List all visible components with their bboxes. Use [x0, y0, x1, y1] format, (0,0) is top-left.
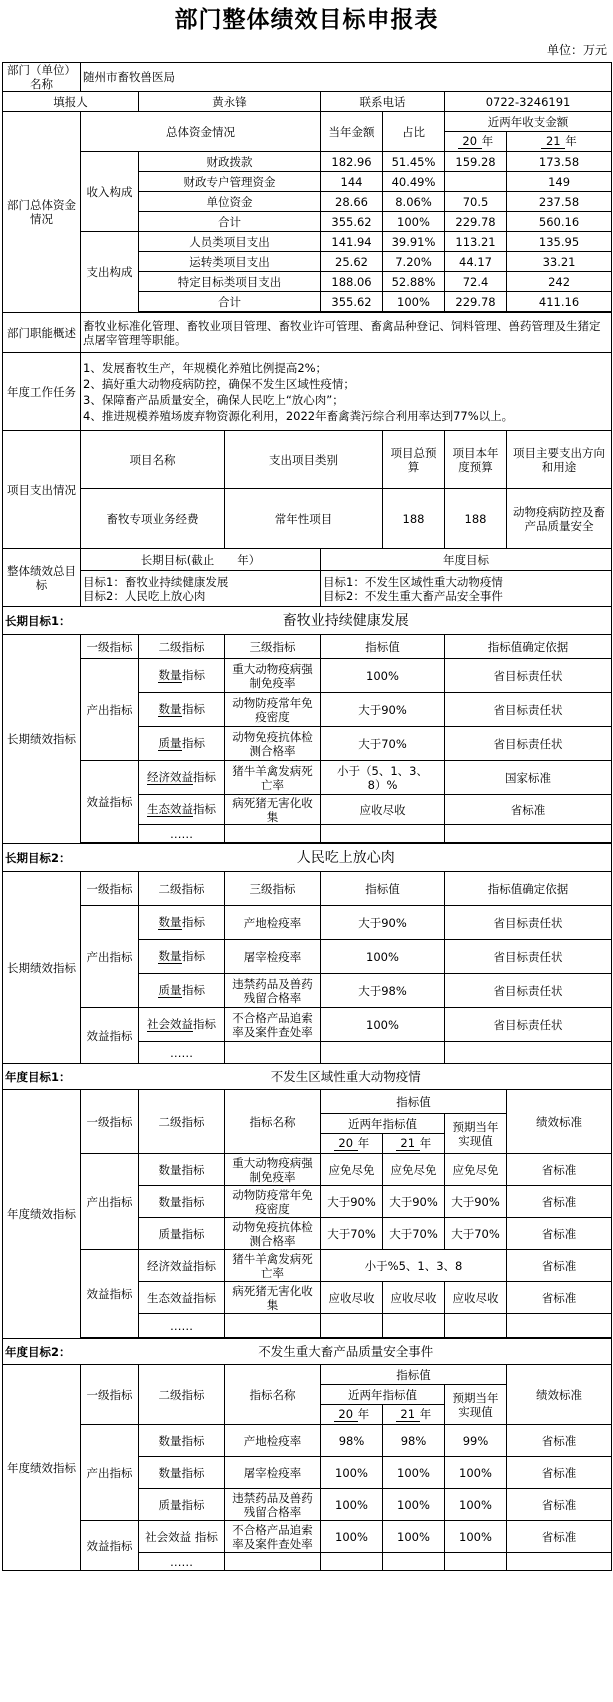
project-type-header: 支出项目类别: [225, 431, 383, 489]
yt2-header-standard: 绩效标准: [507, 1365, 612, 1425]
overall-long-goals: [81, 571, 321, 607]
project-row: [3, 489, 612, 549]
lt2-basis: 省目标责任状: [445, 940, 612, 974]
project-use: 动物疫病防控及畜产品质量安全: [507, 489, 612, 549]
expense-amount: 355.62: [321, 292, 383, 312]
yt2-social-row: [3, 1521, 612, 1553]
funds-total-label: 总体资金情况: [81, 112, 321, 152]
funds-section-label: 部门总体资金情况: [3, 112, 81, 313]
lt1-title-row: [3, 607, 612, 635]
lt1-l3: 猪牛羊禽发病死亡率: [225, 761, 321, 795]
lt1-basis: 省标准: [445, 795, 612, 825]
yt2-std: 省标准: [507, 1457, 612, 1489]
yt1-exp: 应收尽收: [445, 1282, 507, 1314]
income-name: 合计: [139, 212, 321, 232]
yt1-name: 动物防疫常年免疫密度: [225, 1186, 321, 1218]
yt1-y1: 大于70%: [321, 1218, 383, 1250]
yt2-std: 省标准: [507, 1489, 612, 1521]
lt2-l2: 社会效益指标: [139, 1008, 225, 1042]
yt1-header-name: 指标名称: [225, 1090, 321, 1154]
income-name: 财政拨款: [139, 152, 321, 172]
yt1-side-label: 年度绩效指标: [3, 1090, 81, 1339]
income-y2: 149: [507, 172, 612, 192]
lt1-l3: 动物防疫常年免疫密度: [225, 693, 321, 727]
yt2-header-expected: 预期当年实现值: [445, 1385, 507, 1425]
expense-name: 特定目标类项目支出: [139, 272, 321, 292]
yt1-l2: 数量指标: [139, 1186, 225, 1218]
task-item: 2、搞好重大动物疫病防控，确保不发生区域性疫情；: [83, 376, 355, 391]
yt1-y2: 大于90%: [383, 1186, 445, 1218]
yt2-y2: 100%: [383, 1521, 445, 1553]
income-y2: 560.16: [507, 212, 612, 232]
yt2-name: 不合格产品追索率及案件查处率: [225, 1521, 321, 1553]
filler-row: [3, 92, 612, 112]
performance-goal-table: [2, 62, 612, 1571]
lt1-l3: 病死猪无害化收集: [225, 795, 321, 825]
yt2-name: 违禁药品及兽药残留合格率: [225, 1489, 321, 1521]
lt2-l2: 数量指标: [139, 906, 225, 940]
lt2-header-row: [3, 872, 612, 906]
yt1-header-recent: 近两年指标值: [321, 1114, 445, 1134]
income-ratio: 100%: [383, 212, 445, 232]
yt2-header-row: [3, 1365, 612, 1385]
yt2-y1: 98%: [321, 1425, 383, 1457]
phone-label: 联系电话: [321, 92, 445, 112]
yt1-name: 动物免疫抗体检测合格率: [225, 1218, 321, 1250]
yt2-name: 屠宰检疫率: [225, 1457, 321, 1489]
lt2-header: 指标值: [321, 872, 445, 906]
lt2-val: 100%: [321, 1008, 445, 1042]
lt1-header: 指标值: [321, 635, 445, 659]
yt1-header-l2: 二级指标: [139, 1090, 225, 1154]
lt1-val: 小于（5、1、3、8）%: [321, 761, 445, 795]
yt1-std: 省标准: [507, 1154, 612, 1186]
expense-amount: 25.62: [321, 252, 383, 272]
overall-goals-row: [3, 571, 612, 607]
yt2-dots: ……: [139, 1553, 225, 1571]
overall-label: 整体绩效总目标: [3, 549, 81, 607]
income-ratio: 40.49%: [383, 172, 445, 192]
yt2-y2: 100%: [383, 1457, 445, 1489]
overall-year-goals: [321, 571, 612, 607]
expense-y2: 33.21: [507, 252, 612, 272]
yt2-exp: 100%: [445, 1521, 507, 1553]
dept-row: [3, 63, 612, 92]
lt1-benefit-label: 效益指标: [81, 761, 139, 843]
duty-label: 部门职能概述: [3, 313, 81, 353]
funds-year2: 21 年: [507, 132, 612, 152]
income-row: [3, 152, 612, 172]
funds-year1: 20 年: [445, 132, 507, 152]
project-year-header: 项目本年度预算: [445, 431, 507, 489]
expense-y1: 113.21: [445, 232, 507, 252]
yt1-header-y1: 20 年: [321, 1134, 383, 1154]
income-y1: 229.78: [445, 212, 507, 232]
expense-y1: 72.4: [445, 272, 507, 292]
yt1-std: 省标准: [507, 1218, 612, 1250]
income-name: 单位资金: [139, 192, 321, 212]
yt1-header-expected: 预期当年实现值: [445, 1114, 507, 1154]
yt1-y1: 应免尽免: [321, 1154, 383, 1186]
yt2-y2: 100%: [383, 1489, 445, 1521]
project-total-header: 项目总预算: [383, 431, 445, 489]
long-goal: 目标2：人民吃上放心肉: [83, 588, 206, 603]
lt2-val: 100%: [321, 940, 445, 974]
funds-ratio-header: 占比: [383, 112, 445, 152]
lt2-val: 大于98%: [321, 974, 445, 1008]
year-goal: 目标2：不发生重大畜产品安全事件: [323, 588, 503, 603]
expense-ratio: 52.88%: [383, 272, 445, 292]
lt1-l2: 数量指标: [139, 693, 225, 727]
lt1-l2: 生态效益指标: [139, 795, 225, 825]
project-total: 188: [383, 489, 445, 549]
lt1-l2: 数量指标: [139, 659, 225, 693]
yt1-name: 病死猪无害化收集: [225, 1282, 321, 1314]
expense-name: 运转类项目支出: [139, 252, 321, 272]
project-use-header: 项目主要支出方向和用途: [507, 431, 612, 489]
yt1-y2: 应免尽免: [383, 1154, 445, 1186]
dept-label: 部门（单位）名称: [3, 63, 81, 92]
lt2-l2: 数量指标: [139, 940, 225, 974]
expense-ratio: 7.20%: [383, 252, 445, 272]
income-ratio: 51.45%: [383, 152, 445, 172]
yt2-header-y1: 20 年: [321, 1405, 383, 1425]
document-title: 部门整体绩效目标申报表: [174, 7, 439, 33]
lt2-benefit-label: 效益指标: [81, 1008, 139, 1064]
yt1-exp: 大于70%: [445, 1218, 507, 1250]
duty-text: 畜牧业标准化管理、畜牧业项目管理、畜牧业许可管理、畜禽品种登记、饲料管理、兽药管理及生猪定点屠宰管理等职能。: [81, 313, 612, 353]
lt2-title-row: [3, 844, 612, 872]
year-goal: 目标1：不发生区域性重大动物疫情: [323, 574, 503, 589]
overall-header-row: [3, 549, 612, 571]
yt1-y2: 大于70%: [383, 1218, 445, 1250]
lt2-output-label: 产出指标: [81, 906, 139, 1008]
task-item: 1、发展畜牧生产，年规模化养殖比例提高2%；: [83, 360, 328, 375]
lt1-val: 大于70%: [321, 727, 445, 761]
lt2-basis: 省目标责任状: [445, 1008, 612, 1042]
lt1-l3: 动物免疫抗体检测合格率: [225, 727, 321, 761]
yt1-econ-row: [3, 1250, 612, 1282]
lt1-header: 三级指标: [225, 635, 321, 659]
yt1-header-row: [3, 1090, 612, 1114]
yt1-header-l1: 一级指标: [81, 1090, 139, 1154]
yt1-dots: ……: [139, 1314, 225, 1338]
lt1-val: 100%: [321, 659, 445, 693]
lt2-row: [3, 906, 612, 940]
yt2-section-label: 年度目标2：: [3, 1339, 81, 1365]
lt1-title: 畜牧业持续健康发展: [81, 607, 612, 635]
yt1-title: 不发生区域性重大动物疫情: [81, 1064, 612, 1090]
yt1-l2: 经济效益指标: [139, 1250, 225, 1282]
project-year: 188: [445, 489, 507, 549]
lt1-basis: 省目标责任状: [445, 693, 612, 727]
filler-label: 填报人: [3, 92, 139, 112]
income-y1: 159.28: [445, 152, 507, 172]
tasks-label: 年度工作任务: [3, 353, 81, 431]
yt2-header-val: 指标值: [321, 1365, 507, 1385]
income-y2: 237.58: [507, 192, 612, 212]
expense-ratio: 39.91%: [383, 232, 445, 252]
yt1-l2: 生态效益指标: [139, 1282, 225, 1314]
yt2-exp: 100%: [445, 1489, 507, 1521]
expense-y1: 229.78: [445, 292, 507, 312]
income-amount: 182.96: [321, 152, 383, 172]
yt2-exp: 100%: [445, 1457, 507, 1489]
expense-y1: 44.17: [445, 252, 507, 272]
income-y1: [445, 172, 507, 192]
income-amount: 355.62: [321, 212, 383, 232]
expense-label: 支出构成: [81, 232, 139, 313]
tasks-list: [81, 353, 612, 431]
yt1-exp: 大于90%: [445, 1186, 507, 1218]
income-y1: 70.5: [445, 192, 507, 212]
lt2-val: 大于90%: [321, 906, 445, 940]
expense-y2: 135.95: [507, 232, 612, 252]
lt1-basis: 国家标准: [445, 761, 612, 795]
lt2-dots: ……: [139, 1042, 225, 1064]
projects-label: 项目支出情况: [3, 431, 81, 549]
lt1-header: 二级指标: [139, 635, 225, 659]
income-name: 财政专户管理资金: [139, 172, 321, 192]
lt1-basis: 省目标责任状: [445, 727, 612, 761]
yt2-y1: 100%: [321, 1457, 383, 1489]
lt1-dots: ……: [139, 825, 225, 843]
yt2-y2: 98%: [383, 1425, 445, 1457]
yt2-exp: 99%: [445, 1425, 507, 1457]
yt1-section-label: 年度目标1：: [3, 1064, 81, 1090]
dept-name: 随州市畜牧兽医局: [81, 63, 612, 92]
lt2-l3: 违禁药品及兽药残留合格率: [225, 974, 321, 1008]
lt2-row: [3, 1008, 612, 1042]
lt2-header: 三级指标: [225, 872, 321, 906]
yt2-title-row: [3, 1339, 612, 1365]
yt2-side-label: 年度绩效指标: [3, 1365, 81, 1571]
yt1-title-row: [3, 1064, 612, 1090]
yt1-exp: 应免尽免: [445, 1154, 507, 1186]
yt1-std: 省标准: [507, 1250, 612, 1282]
yt1-name: 重大动物疫病强制免疫率: [225, 1154, 321, 1186]
yt2-l2: 社会效益 指标: [139, 1521, 225, 1553]
income-label: 收入构成: [81, 152, 139, 232]
lt2-header: 二级指标: [139, 872, 225, 906]
lt1-header-row: [3, 635, 612, 659]
overall-long-header: 长期目标(截止 年）: [81, 549, 321, 571]
expense-amount: 188.06: [321, 272, 383, 292]
filler-name: 黄永锋: [139, 92, 321, 112]
yt2-l2: 数量指标: [139, 1457, 225, 1489]
yt2-title: 不发生重大畜产品质量安全事件: [81, 1339, 612, 1365]
expense-ratio: 100%: [383, 292, 445, 312]
yt2-header-l2: 二级指标: [139, 1365, 225, 1425]
funds-recent-header: 近两年收支金额: [445, 112, 612, 132]
lt1-basis: 省目标责任状: [445, 659, 612, 693]
lt1-row: [3, 659, 612, 693]
yt1-econ-val: 小于%5、1、3、8: [321, 1250, 507, 1282]
yt2-header-y2: 21 年: [383, 1405, 445, 1425]
yt2-y1: 100%: [321, 1521, 383, 1553]
phone-value: 0722-3246191: [445, 92, 612, 112]
projects-header-row: [3, 431, 612, 489]
lt1-output-label: 产出指标: [81, 659, 139, 761]
lt2-side-label: 长期绩效指标: [3, 872, 81, 1064]
income-y2: 173.58: [507, 152, 612, 172]
yt1-row: [3, 1154, 612, 1186]
yt1-benefit-label: 效益指标: [81, 1250, 139, 1338]
yt2-std: 省标准: [507, 1425, 612, 1457]
yt1-header-val: 指标值: [321, 1090, 507, 1114]
project-name: 畜牧专项业务经费: [81, 489, 225, 549]
yt1-l2: 质量指标: [139, 1218, 225, 1250]
lt2-basis: 省目标责任状: [445, 974, 612, 1008]
yt1-header-standard: 绩效标准: [507, 1090, 612, 1154]
lt2-l2: 质量指标: [139, 974, 225, 1008]
yt2-name: 产地检疫率: [225, 1425, 321, 1457]
lt2-l3: 不合格产品追索率及案件查处率: [225, 1008, 321, 1042]
lt1-l3: 重大动物疫病强制免疫率: [225, 659, 321, 693]
yt1-y2: 应收尽收: [383, 1282, 445, 1314]
lt2-title: 人民吃上放心肉: [81, 844, 612, 872]
tasks-row: [3, 353, 612, 431]
lt2-header: 指标值确定依据: [445, 872, 612, 906]
income-ratio: 8.06%: [383, 192, 445, 212]
lt1-header: 一级指标: [81, 635, 139, 659]
yt2-header-l1: 一级指标: [81, 1365, 139, 1425]
income-amount: 28.66: [321, 192, 383, 212]
yt1-header-y2: 21 年: [383, 1134, 445, 1154]
duty-row: [3, 313, 612, 353]
lt1-section-label: 长期目标1：: [3, 607, 81, 635]
lt2-header: 一级指标: [81, 872, 139, 906]
yt2-y1: 100%: [321, 1489, 383, 1521]
lt1-l2: 质量指标: [139, 727, 225, 761]
yt1-l2: 数量指标: [139, 1154, 225, 1186]
expense-y2: 411.16: [507, 292, 612, 312]
expense-row: [3, 232, 612, 252]
lt1-l2: 经济效益指标: [139, 761, 225, 795]
expense-name: 人员类项目支出: [139, 232, 321, 252]
funds-amount-header: 当年金额: [321, 112, 383, 152]
long-goal: 目标1：畜牧业持续健康发展: [83, 574, 229, 589]
yt2-benefit-label: 效益指标: [81, 1521, 139, 1571]
lt1-val: 大于90%: [321, 693, 445, 727]
project-name-header: 项目名称: [81, 431, 225, 489]
funds-header-row: [3, 112, 612, 132]
yt2-std: 省标准: [507, 1521, 612, 1553]
expense-y2: 242: [507, 272, 612, 292]
yt2-header-recent: 近两年指标值: [321, 1385, 445, 1405]
expense-amount: 141.94: [321, 232, 383, 252]
lt1-side-label: 长期绩效指标: [3, 635, 81, 844]
yt1-y1: 应收尽收: [321, 1282, 383, 1314]
yt1-std: 省标准: [507, 1282, 612, 1314]
unit-label: 单位：万元: [546, 43, 607, 57]
lt2-l3: 产地检疫率: [225, 906, 321, 940]
project-type: 常年性项目: [225, 489, 383, 549]
lt1-row: [3, 761, 612, 795]
lt2-basis: 省目标责任状: [445, 906, 612, 940]
yt2-l2: 质量指标: [139, 1489, 225, 1521]
yt2-output-label: 产出指标: [81, 1425, 139, 1521]
yt1-output-label: 产出指标: [81, 1154, 139, 1250]
yt1-name: 猪牛羊禽发病死亡率: [225, 1250, 321, 1282]
lt1-header: 指标值确定依据: [445, 635, 612, 659]
task-item: 3、保障畜产品质量安全，确保人民吃上“放心肉”；: [83, 392, 344, 407]
yt2-header-name: 指标名称: [225, 1365, 321, 1425]
task-item: 4、推进规模养殖场废弃物资源化利用，2022年畜禽粪污综合利用率达到77%以上。: [83, 408, 514, 423]
yt1-std: 省标准: [507, 1186, 612, 1218]
lt1-val: 应收尽收: [321, 795, 445, 825]
lt2-l3: 屠宰检疫率: [225, 940, 321, 974]
yt1-y1: 大于90%: [321, 1186, 383, 1218]
income-amount: 144: [321, 172, 383, 192]
yt2-row: [3, 1425, 612, 1457]
yt2-l2: 数量指标: [139, 1425, 225, 1457]
expense-name: 合计: [139, 292, 321, 312]
overall-year-header: 年度目标: [321, 549, 612, 571]
lt2-section-label: 长期目标2：: [3, 844, 81, 872]
